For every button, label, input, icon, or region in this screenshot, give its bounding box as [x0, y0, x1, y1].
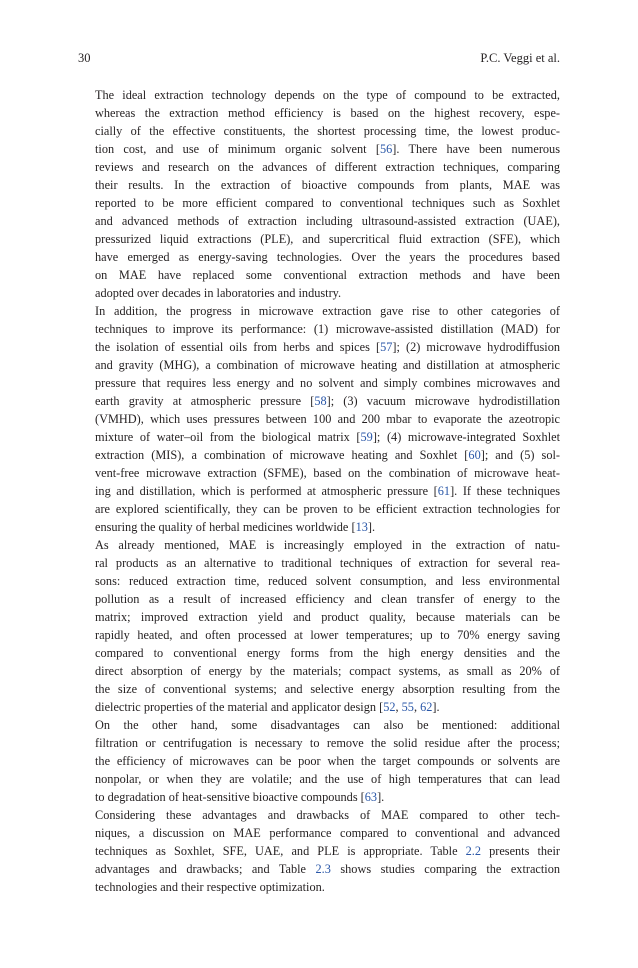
text-line	[78, 140, 560, 158]
text-run: the size of conventional systems; and selective energy absorption resulting from the	[95, 682, 560, 696]
text-line	[78, 302, 560, 320]
text-run: have emerged as energy-saving technologies. Over the years the procedures based	[95, 250, 560, 264]
text-run: ]; (3) vacuum microwave hydrodistillation	[326, 394, 560, 408]
paragraph	[78, 716, 560, 806]
text-line	[78, 590, 560, 608]
text-line	[78, 644, 560, 662]
text-line	[78, 806, 560, 824]
text-line	[78, 194, 560, 212]
text-run: ,	[395, 700, 402, 714]
text-line	[78, 824, 560, 842]
text-line	[78, 662, 560, 680]
text-run: direct absorption of energy by the materials; compact systems, as small as 20% of	[95, 664, 560, 678]
text-line	[78, 500, 560, 518]
text-run: ]. If these techniques	[450, 484, 560, 498]
page	[78, 50, 560, 896]
text-line	[78, 752, 560, 770]
text-run: presents their	[481, 844, 560, 858]
citation-link[interactable]: 61	[437, 484, 451, 498]
text-run: The ideal extraction technology depends on the type of compound to be extracted,	[95, 88, 560, 102]
text-run: ral products as an alternative to traditional techniques of extraction for several rea-	[95, 556, 560, 570]
citation-link[interactable]: 52	[383, 700, 396, 714]
text-run: ,	[413, 700, 421, 714]
text-run: In addition, the progress in microwave extraction gave rise to other categories of	[95, 304, 560, 318]
text-run: whereas the extraction method efficiency is based on the highest recovery, espe-	[95, 106, 560, 120]
text-line	[78, 122, 560, 140]
running-head: P.C. Veggi et al.	[480, 51, 560, 65]
text-line	[78, 248, 560, 266]
text-run: techniques to improve its performance: (1) microwave-assisted distillation (MAD) for	[95, 322, 560, 336]
text-line	[78, 842, 560, 860]
citation-link[interactable]: 56	[379, 142, 393, 156]
text-run: filtration or centrifugation is necessary to remove the solid residue after the process;	[95, 736, 560, 750]
text-line	[78, 392, 560, 410]
text-line	[78, 158, 560, 176]
citation-link[interactable]: 13	[355, 520, 368, 534]
paragraph	[78, 86, 560, 302]
text-line	[78, 230, 560, 248]
citation-link[interactable]: 2.3	[315, 862, 331, 876]
text-run: to degradation of heat-sensitive bioactive compounds [	[95, 790, 365, 804]
page-number: 30	[78, 51, 91, 65]
text-run: ].	[432, 700, 440, 714]
citation-link[interactable]: 59	[360, 430, 373, 444]
text-run: ]; (4) microwave-integrated Soxhlet	[372, 430, 560, 444]
text-line	[78, 356, 560, 374]
text-run: the isolation of essential oils from herbs and spices [	[95, 340, 381, 354]
text-run: adopted over decades in laboratories and industry.	[95, 286, 342, 300]
text-run: pressurized liquid extractions (PLE), and supercritical fluid extraction (SFE), which	[95, 232, 560, 246]
text-run: shows studies comparing the extraction	[330, 862, 560, 876]
text-line	[78, 446, 560, 464]
text-line	[78, 518, 560, 536]
text-run: mixture of water–oil from the biological matrix [	[95, 430, 361, 444]
text-line	[78, 482, 560, 500]
paragraph	[78, 806, 560, 896]
text-run: rapidly heated, and often processed at lower temperatures; up to 70% energy saving	[95, 628, 560, 642]
text-run: ing and distillation, which is performed at atmospheric pressure [	[95, 484, 438, 498]
text-run: ]; and (5) sol-	[480, 448, 560, 462]
text-line	[78, 554, 560, 572]
body-text	[78, 86, 560, 896]
text-run: ]. There have been numerous	[392, 142, 560, 156]
text-run: reviews and research on the advances of different extraction techniques, comparing	[95, 160, 560, 174]
text-run: extraction (MIS), a combination of microwave heating and Soxhlet [	[95, 448, 469, 462]
text-line	[78, 176, 560, 194]
text-run: ].	[377, 790, 385, 804]
text-run: ]; (2) microwave hydrodiffusion	[392, 340, 560, 354]
page-header	[78, 50, 560, 66]
text-run: pollution as a result of increased efficiency and clean transfer of energy to the	[95, 592, 560, 606]
text-line	[78, 104, 560, 122]
text-line	[78, 716, 560, 734]
text-line	[78, 284, 560, 302]
text-line	[78, 770, 560, 788]
text-line	[78, 860, 560, 878]
paragraph	[78, 536, 560, 716]
paragraph	[78, 302, 560, 536]
text-run: matrix; improved extraction yield and product quality, because materials can be	[95, 610, 560, 624]
text-run: are explored scientifically, they can be proven to be efficient extraction technologies for	[95, 502, 560, 516]
text-line	[78, 86, 560, 104]
citation-link[interactable]: 62	[420, 700, 433, 714]
text-line	[78, 266, 560, 284]
text-run: vent-free microwave extraction (SFME), based on the combination of microwave heat-	[95, 466, 560, 480]
citation-link[interactable]: 58	[314, 394, 327, 408]
text-run: and gravity (MHG), a combination of microwave heating and distillation at atmospheric	[95, 358, 560, 372]
text-run: tion cost, and use of minimum organic solvent [	[95, 142, 380, 156]
text-line	[78, 464, 560, 482]
text-run: As already mentioned, MAE is increasingly employed in the extraction of natu-	[95, 538, 560, 552]
text-line	[78, 536, 560, 554]
text-line	[78, 626, 560, 644]
text-line	[78, 878, 560, 896]
text-run: On the other hand, some disadvantages can also be mentioned: additional	[95, 718, 560, 732]
text-line	[78, 374, 560, 392]
citation-link[interactable]: 63	[364, 790, 378, 804]
text-run: nonpolar, or when they are volatile; and the use of high temperatures that can lead	[95, 772, 560, 786]
text-run: compared to conventional energy forms from the high energy densities and the	[95, 646, 560, 660]
text-line	[78, 428, 560, 446]
text-run: reported to be more efficient compared to conventional techniques such as Soxhlet	[95, 196, 560, 210]
text-run: (VMHD), which uses pressures between 100 and 200 mbar to evaporate the azeotropic	[95, 412, 560, 426]
text-line	[78, 410, 560, 428]
text-line	[78, 338, 560, 356]
text-run: advantages and drawbacks; and Table	[95, 862, 316, 876]
text-line	[78, 734, 560, 752]
text-run: technologies and their respective optimization.	[95, 880, 325, 894]
text-run: cially of the effective constituents, the shortest processing time, the lowest produc-	[95, 124, 560, 138]
text-run: their results. In the extraction of bioactive compounds from plants, MAE was	[95, 178, 560, 192]
text-run: and advanced methods of extraction including ultrasound-assisted extraction (UAE),	[95, 214, 560, 228]
text-run: the efficiency of microwaves can be poor when the target compounds or solvents are	[95, 754, 560, 768]
text-line	[78, 320, 560, 338]
text-run: ensuring the quality of herbal medicines worldwide [	[95, 520, 356, 534]
text-run: Considering these advantages and drawbacks of MAE compared to other tech-	[95, 808, 560, 822]
text-run: earth gravity at atmospheric pressure [	[95, 394, 315, 408]
text-run: techniques as Soxhlet, SFE, UAE, and PLE is appropriate. Table	[95, 844, 466, 858]
text-line	[78, 212, 560, 230]
text-line	[78, 608, 560, 626]
text-line	[78, 572, 560, 590]
text-run: niques, a discussion on MAE performance compared to conventional and advanced	[95, 826, 560, 840]
citation-link[interactable]: 55	[401, 700, 414, 714]
citation-link[interactable]: 57	[380, 340, 393, 354]
text-run: ].	[367, 520, 376, 534]
citation-link[interactable]: 60	[468, 448, 481, 462]
text-run: dielectric properties of the material and applicator design [	[95, 700, 384, 714]
text-run: pressure that requires less energy and no solvent and simply combines microwaves and	[95, 376, 560, 390]
text-line	[78, 680, 560, 698]
text-line	[78, 788, 560, 806]
citation-link[interactable]: 2.2	[465, 844, 482, 858]
text-run: sons: reduced extraction time, reduced solvent consumption, and less environmental	[95, 574, 560, 588]
text-run: on MAE have replaced some conventional extraction methods and have been	[95, 268, 560, 282]
text-line	[78, 698, 560, 716]
